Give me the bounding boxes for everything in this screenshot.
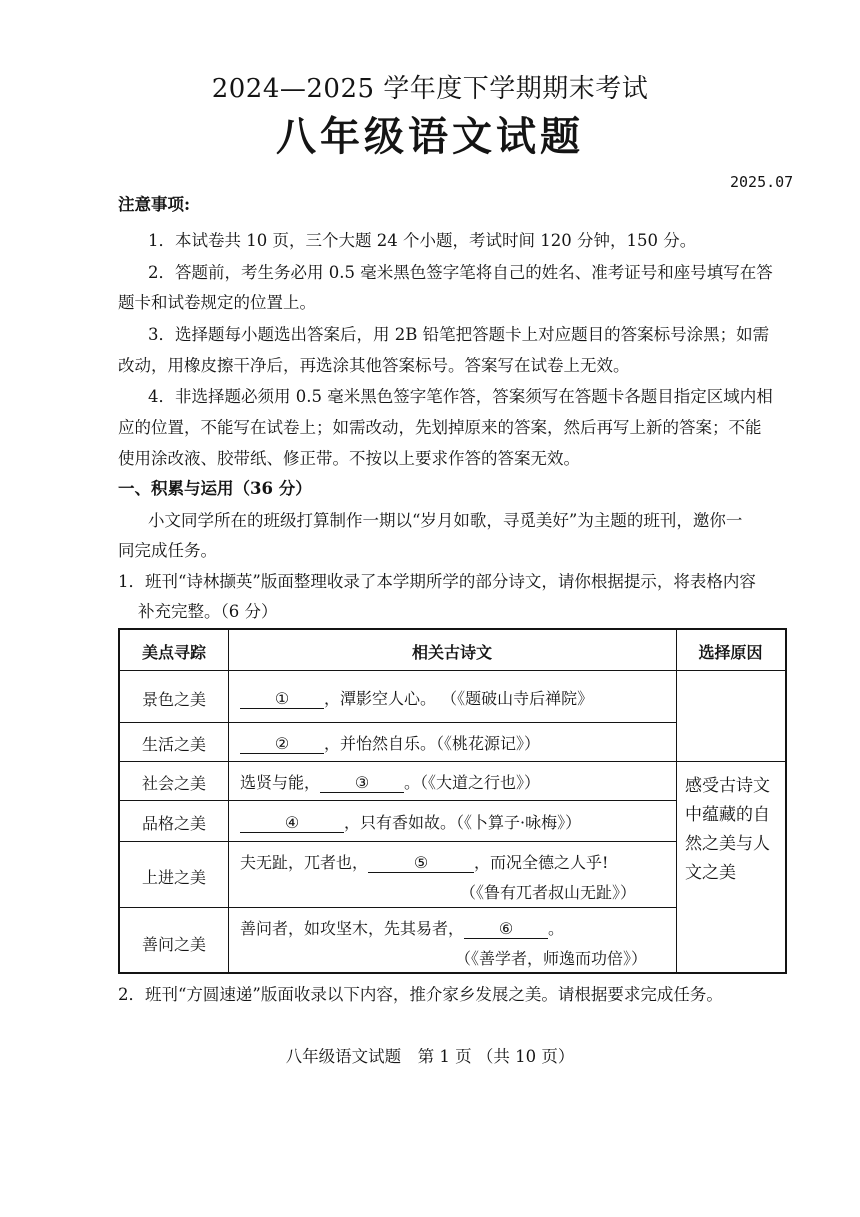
notice-line: 改动，用橡皮擦干净后，再选涂其他答案标号。答案写在试卷上无效。 xyxy=(118,356,630,375)
notice-line: 1．本试卷共 10 页，三个大题 24 个小题，考试时间 120 分钟，150 分。 xyxy=(148,231,697,250)
section-heading: 一、积累与运用（36 分） xyxy=(118,479,312,498)
question-1: 1．班刊“诗林撷英”版面整理收录了本学期所学的部分诗文，请你根据提示，将表格内容 xyxy=(118,572,756,591)
section-intro: 同完成任务。 xyxy=(118,541,217,560)
notice-line: 3．选择题每小题选出答案后，用 2B 铅笔把答题卡上对应题目的答案标号涂黑；如需 xyxy=(148,325,770,344)
notice-heading: 注意事项: xyxy=(118,195,191,214)
table-header: 相关古诗文 xyxy=(411,643,492,662)
answer-blank: ⑥ xyxy=(464,919,548,939)
answer-blank: ① xyxy=(240,689,324,709)
table-header: 选择原因 xyxy=(698,643,763,662)
answer-blank: ⑤ xyxy=(368,853,474,873)
table-header: 美点寻踪 xyxy=(141,643,206,662)
question-1: 补充完整。（6 分） xyxy=(138,602,278,621)
table-category: 社会之美 xyxy=(141,774,206,793)
exam-title: 2024—2025 学年度下学期期末考试 xyxy=(211,74,649,104)
table-verse: 善问者，如攻坚木，先其易者， ⑥ 。 xyxy=(240,919,565,938)
answer-blank: ② xyxy=(240,734,324,754)
question-2: 2．班刊“方圆速递”版面收录以下内容，推介家乡发展之美。请根据要求完成任务。 xyxy=(118,985,723,1004)
table-verse: 夫无趾，兀者也， ⑤ ，而况全德之人乎! xyxy=(240,853,609,872)
answer-blank: ④ xyxy=(240,813,344,833)
table-category: 品格之美 xyxy=(141,814,206,833)
table-category: 上进之美 xyxy=(141,868,206,887)
section-intro: 小文同学所在的班级打算制作一期以“岁月如歌，寻觅美好”为主题的班刊，邀你一 xyxy=(148,511,743,530)
table-source: （《善学者，师逸而功倍》） xyxy=(455,949,648,968)
notice-line: 使用涂改液、胶带纸、修正带。不按以上要求作答的答案无效。 xyxy=(118,449,580,468)
table-verse: ④ ，只有香如故。（《卜算子·咏梅》） xyxy=(240,810,581,833)
poetry-table xyxy=(118,628,787,974)
table-verse: ② ，并怡然自乐。（《桃花源记》） xyxy=(240,731,540,754)
notice-line: 题卡和试卷规定的位置上。 xyxy=(118,293,316,312)
notice-line: 应的位置，不能写在试卷上；如需改动，先划掉原来的答案，然后再写上新的答案；不能 xyxy=(118,418,762,437)
table-verse: ① ，潭影空人心。 （《题破山寺后禅院》 xyxy=(240,686,593,709)
paper-title: 八年级语文试题 xyxy=(276,113,584,160)
table-category: 善问之美 xyxy=(141,935,206,954)
table-source: （《鲁有兀者叔山无趾》） xyxy=(460,883,637,902)
answer-blank: ③ xyxy=(320,773,404,793)
table-category: 景色之美 xyxy=(141,690,206,709)
page-footer: 八年级语文试题 第 1 页 （共 10 页） xyxy=(285,1047,575,1066)
table-category: 生活之美 xyxy=(141,735,206,754)
exam-date: 2025.07 xyxy=(730,173,794,191)
notice-line: 2．答题前，考生务必用 0.5 毫米黑色签字笔将自己的姓名、准考证号和座号填写在答 xyxy=(148,263,773,282)
notice-line: 4．非选择题必须用 0.5 毫米黑色签字笔作答，答案须写在答题卡各题目指定区域内相 xyxy=(148,387,773,406)
reason-text: 感受古诗文 中蕴藏的自 然之美与人 文之美 xyxy=(685,776,770,883)
table-verse: 选贤与能， ③ 。（《大道之行也》） xyxy=(240,773,541,792)
